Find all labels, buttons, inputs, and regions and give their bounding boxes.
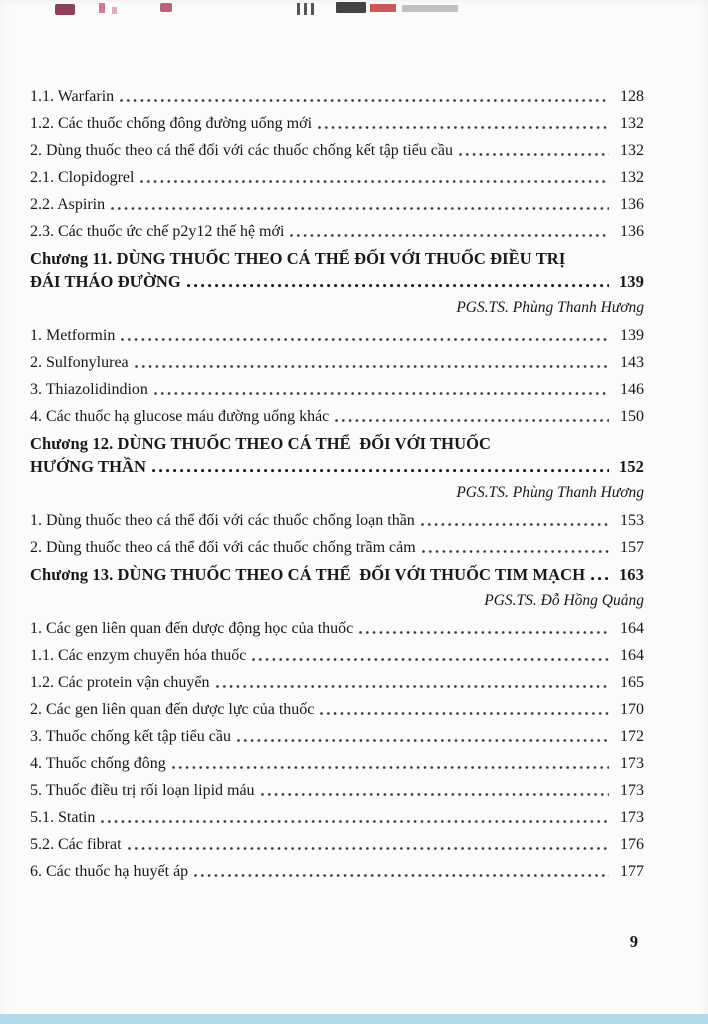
toc-entry-label: 1. Metformin (30, 327, 116, 344)
toc-author (30, 297, 644, 318)
page-number: 9 (629, 932, 638, 951)
toc-entry-label: Chương 13. DÙNG THUỐC THEO CÁ THỂ ĐỐI VỚI THUỐC TIM MẠCH (30, 565, 586, 584)
dot-leader (335, 419, 609, 424)
toc-entry-page: 152 (618, 457, 644, 476)
toc-entry-label: 3. Thuốc chống kết tập tiểu cầu (30, 728, 231, 745)
toc-entry-page: 128 (620, 88, 644, 105)
toc-entry-page: 173 (620, 755, 644, 772)
scan-artifact (336, 2, 366, 13)
toc-author (30, 482, 644, 503)
toc-entry (30, 379, 644, 400)
dot-leader (152, 469, 609, 474)
toc-entry-label: PGS.TS. Phùng Thanh Hương (456, 484, 644, 501)
toc-list (30, 86, 644, 882)
toc-entry-label: 6. Các thuốc hạ huyết áp (30, 863, 189, 880)
toc-entry (30, 807, 644, 828)
toc-entry-page: 139 (620, 327, 644, 344)
toc-entry-label: 4. Thuốc chống đông (30, 755, 166, 772)
toc-entry-label: 5.2. Các fibrat (30, 836, 122, 853)
toc-chapter-heading-cont (30, 271, 644, 292)
dot-leader (591, 577, 609, 582)
toc-chapter-heading (30, 248, 644, 269)
toc-entry-label: 1. Dùng thuốc theo cá thể đối với các thuốc chống loạn thần (30, 512, 415, 529)
toc-entry (30, 352, 644, 373)
toc-entry-label: 2.3. Các thuốc ức chế p2y12 thế hệ mới (30, 223, 285, 240)
toc-entry-page: 136 (620, 223, 644, 240)
toc-entry (30, 753, 644, 774)
toc-entry-page: 153 (620, 512, 644, 529)
toc-entry-label: 2. Các gen liên quan đến dược lực của thuốc (30, 701, 315, 718)
toc-entry-label: PGS.TS. Đỗ Hồng Quảng (484, 592, 644, 609)
dot-leader (120, 99, 609, 104)
dot-leader (194, 874, 609, 879)
scan-artifact (55, 4, 75, 15)
toc-entry-label: 1.2. Các thuốc chống đông đường uống mới (30, 115, 313, 132)
toc-entry-label: Chương 11. DÙNG THUỐC THEO CÁ THỂ ĐỐI VỚI THUỐC ĐIỀU TRỊ (30, 249, 566, 268)
toc-author (30, 590, 644, 611)
toc-entry (30, 140, 644, 161)
dot-leader (261, 793, 609, 798)
toc-entry-label: Chương 12. DÙNG THUỐC THEO CÁ THỂ ĐỐI VỚI THUỐC (30, 434, 492, 453)
toc-entry-label: 5.1. Statin (30, 809, 96, 826)
toc-chapter-heading-cont (30, 456, 644, 477)
toc-entry (30, 537, 644, 558)
toc-entry-page: 176 (620, 836, 644, 853)
toc-entry-label: HƯỚNG THẦN (30, 457, 147, 476)
dot-leader (359, 631, 609, 636)
toc-entry-page: 173 (620, 782, 644, 799)
toc-entry-page: 139 (618, 272, 644, 291)
dot-leader (172, 766, 609, 771)
toc-entry (30, 699, 644, 720)
dot-leader (101, 820, 609, 825)
dot-leader (154, 392, 609, 397)
toc-entry-page: 172 (620, 728, 644, 745)
toc-entry-page: 132 (620, 115, 644, 132)
scan-artifact (99, 3, 105, 13)
dot-leader (318, 126, 609, 131)
toc-entry (30, 861, 644, 882)
toc-entry-page: 164 (620, 647, 644, 664)
scan-edge-strip (0, 1014, 708, 1024)
toc-entry-page: 150 (620, 408, 644, 425)
toc-entry-label: 1.2. Các protein vận chuyển (30, 674, 210, 691)
toc-entry (30, 645, 644, 666)
scan-artifact (112, 7, 117, 14)
toc-entry-page: 132 (620, 142, 644, 159)
toc-entry (30, 834, 644, 855)
toc-chapter-heading (30, 433, 644, 454)
scan-artifact (160, 3, 172, 12)
toc-entry (30, 672, 644, 693)
toc-entry (30, 510, 644, 531)
toc-entry-page: 136 (620, 196, 644, 213)
toc-entry (30, 325, 644, 346)
toc-entry-label: ĐÁI THÁO ĐƯỜNG (30, 272, 181, 291)
toc-entry-label: 1.1. Các enzym chuyển hóa thuốc (30, 647, 247, 664)
toc-entry-label: 4. Các thuốc hạ glucose máu đường uống khác (30, 408, 330, 425)
toc-entry (30, 194, 644, 215)
toc-entry-page: 173 (620, 809, 644, 826)
toc-entry-page: 132 (620, 169, 644, 186)
toc-entry-page: 163 (618, 565, 644, 584)
dot-leader (290, 234, 609, 239)
toc-entry-label: PGS.TS. Phùng Thanh Hương (456, 299, 644, 316)
scan-artifact (402, 5, 458, 12)
dot-leader (422, 550, 609, 555)
toc-entry-label: 2.2. Aspirin (30, 196, 106, 213)
toc-entry (30, 221, 644, 242)
toc-entry-page: 157 (620, 539, 644, 556)
scan-artifact (297, 3, 300, 15)
dot-leader (128, 847, 609, 852)
toc-entry (30, 618, 644, 639)
toc-entry-page: 177 (620, 863, 644, 880)
dot-leader (252, 658, 609, 663)
toc-entry-label: 2. Dùng thuốc theo cá thể đối với các thuốc chống trầm cảm (30, 539, 416, 556)
toc-entry (30, 167, 644, 188)
toc-entry-label: 3. Thiazolidindion (30, 381, 148, 398)
dot-leader (140, 180, 609, 185)
toc-entry-page: 164 (620, 620, 644, 637)
toc-entry (30, 86, 644, 107)
dot-leader (111, 207, 609, 212)
toc-entry-label: 1.1. Warfarin (30, 88, 115, 105)
dot-leader (421, 523, 609, 528)
toc-entry-label: 1. Các gen liên quan đến dược động học của thuốc (30, 620, 354, 637)
dot-leader (187, 284, 609, 289)
toc-entry-page: 170 (620, 701, 644, 718)
toc-entry-page: 146 (620, 381, 644, 398)
toc-entry-label: 2. Dùng thuốc theo cá thể đối với các thuốc chống kết tập tiểu cầu (30, 142, 453, 159)
toc-entry (30, 780, 644, 801)
toc-entry (30, 113, 644, 134)
dot-leader (320, 712, 609, 717)
toc-entry-label: 5. Thuốc điều trị rối loạn lipid máu (30, 782, 255, 799)
toc-entry-page: 165 (620, 674, 644, 691)
toc-entry-label: 2.1. Clopidogrel (30, 169, 135, 186)
dot-leader (121, 338, 609, 343)
dot-leader (135, 365, 609, 370)
toc-entry-page: 143 (620, 354, 644, 371)
toc-entry (30, 726, 644, 747)
dot-leader (237, 739, 609, 744)
dot-leader (216, 685, 610, 690)
toc-entry (30, 406, 644, 427)
dot-leader (459, 153, 609, 158)
toc-entry-label: 2. Sulfonylurea (30, 354, 129, 371)
toc-chapter-heading (30, 564, 644, 585)
scan-artifact (370, 4, 396, 12)
